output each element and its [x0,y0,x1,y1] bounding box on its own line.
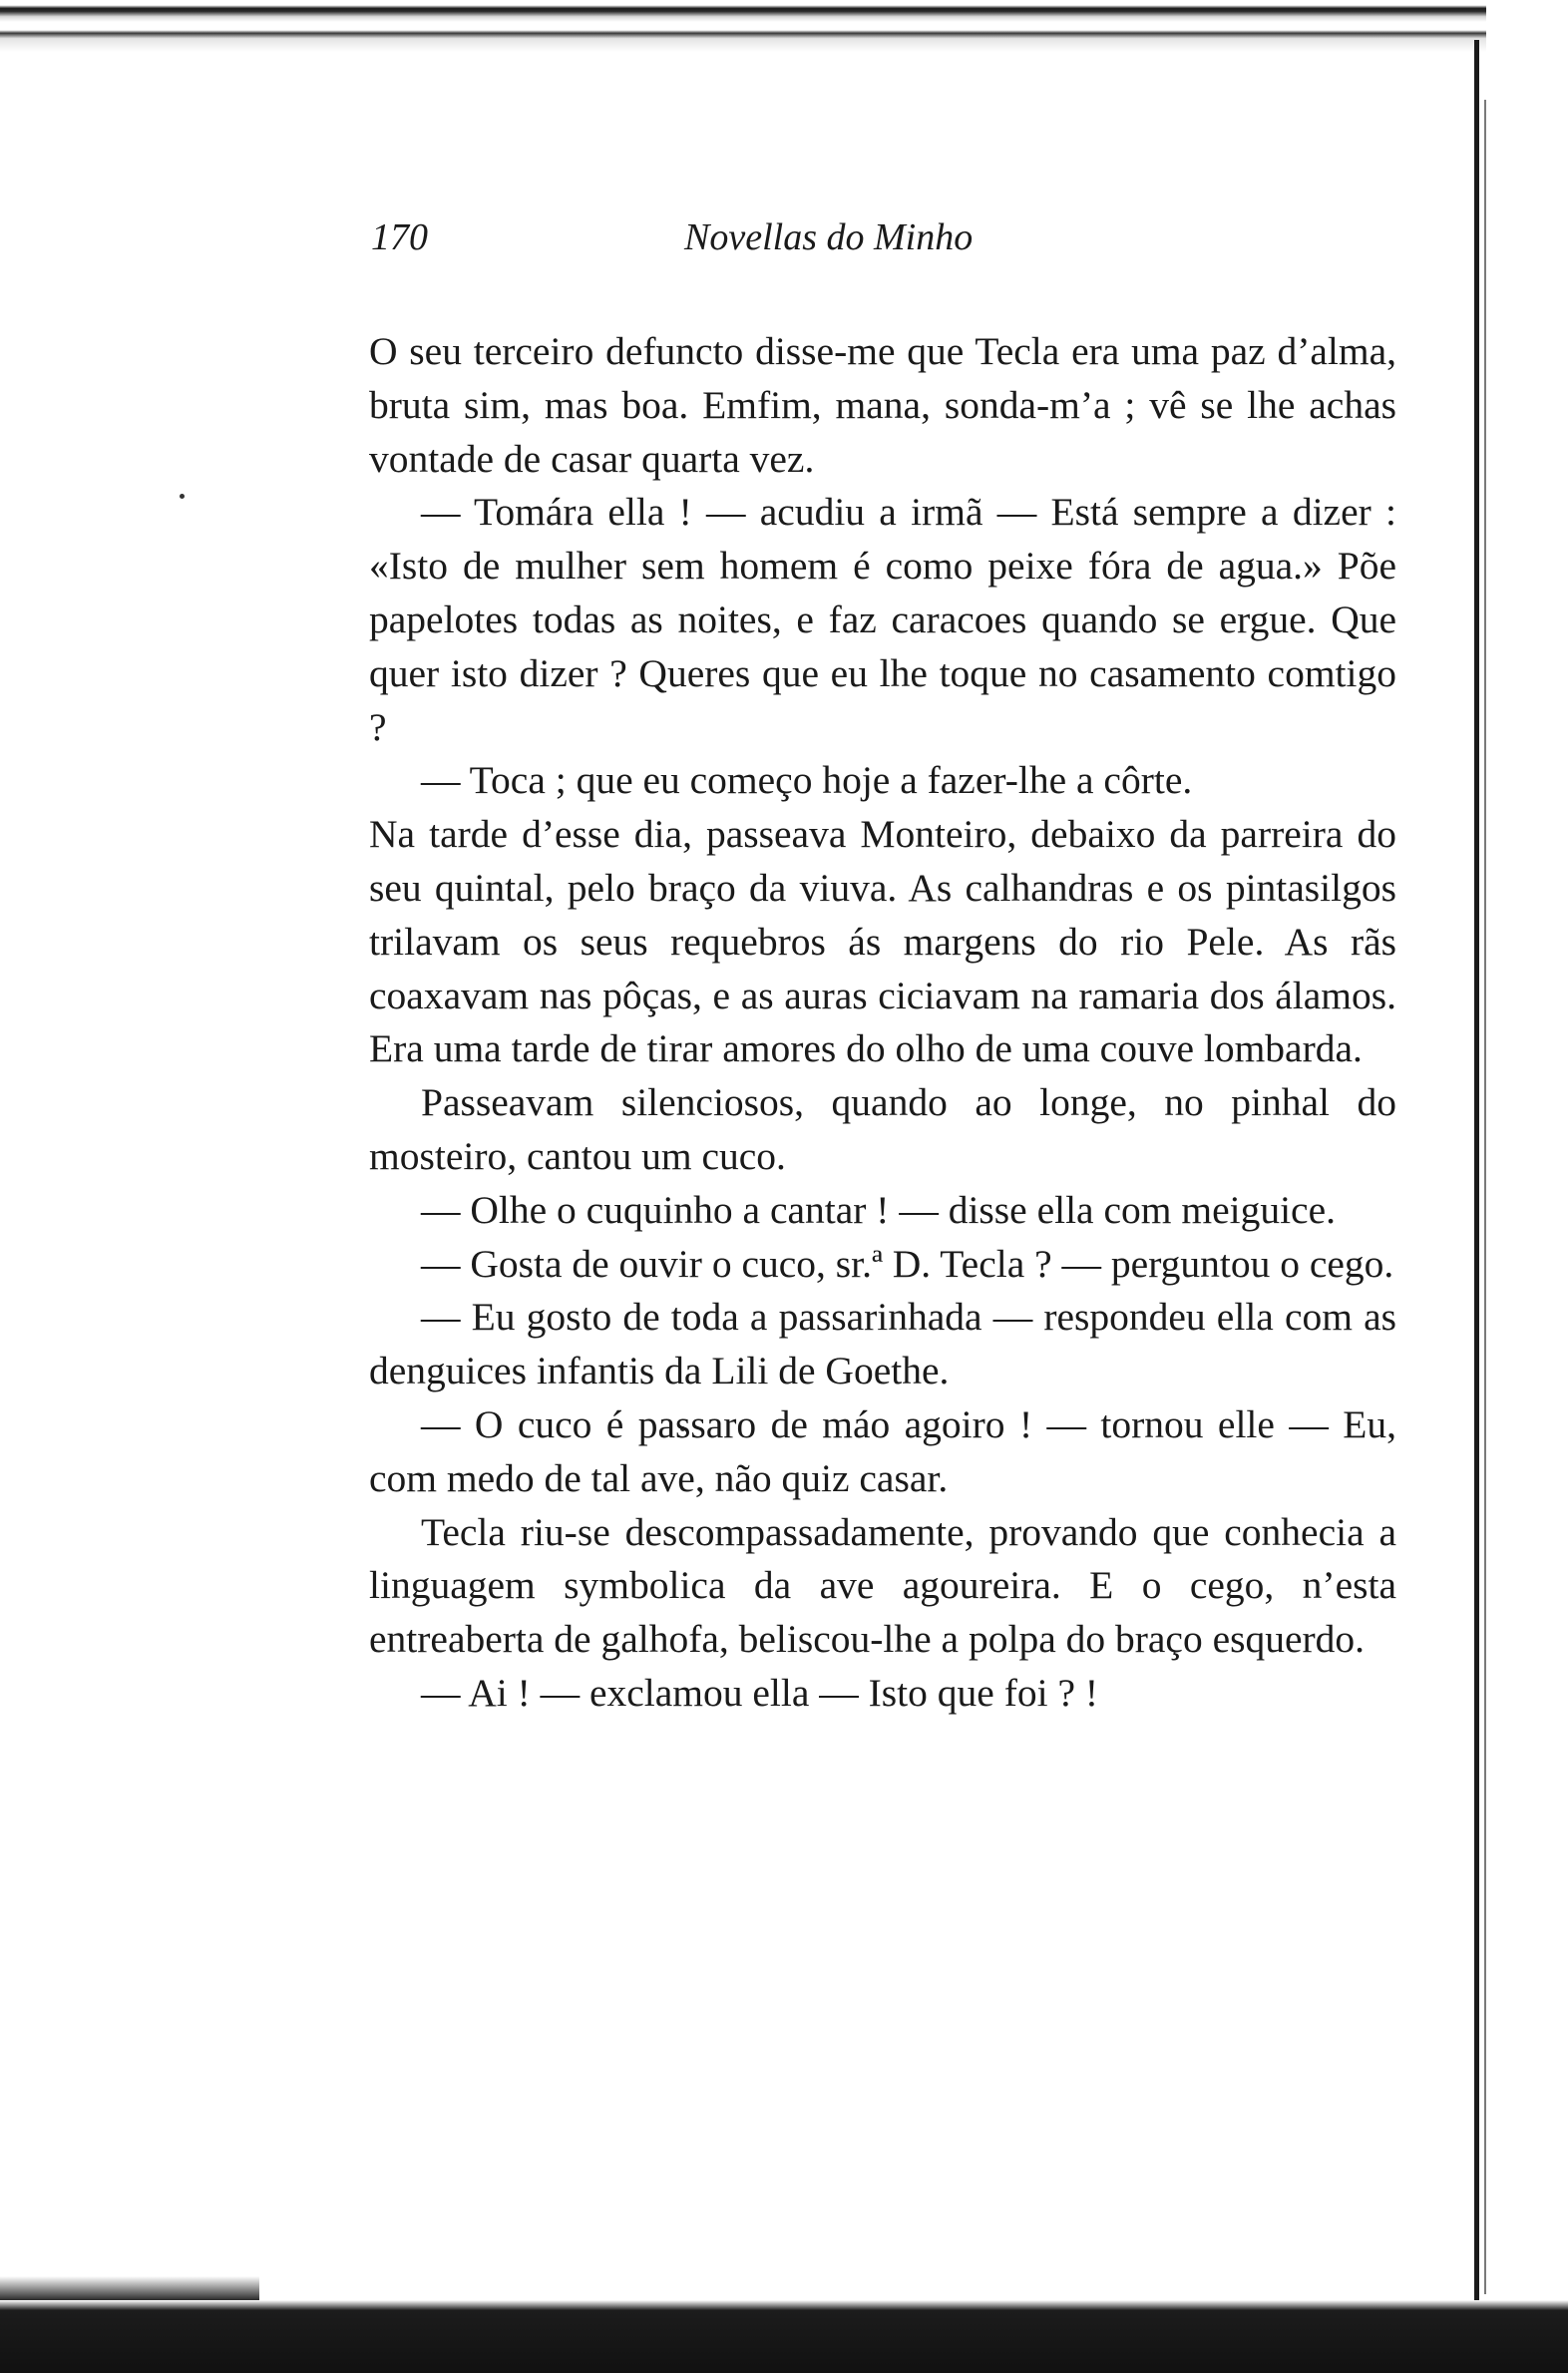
paragraph: — Eu gosto de toda a passarinhada — respondeu ella com as denguices infantis da Lili de Goethe. [369,1295,1396,1393]
body-text [369,325,1396,1721]
paragraph: — Tomára ella ! — acudiu a irmã — Está sempre a dizer : «Isto de mulher sem homem é como peixe fóra de agua.» Põe papelotes todas as noites, e faz caracoes quando se ergue. Que quer isto dizer ? Queres que eu lhe toque no casamento comtigo ? [369,490,1396,749]
scan-right-edge [1470,40,1504,2324]
page-edge-line [1474,40,1479,2324]
running-head [369,209,1396,269]
ink-speck [180,494,185,499]
book-page [369,209,1396,1721]
paragraph: — Gosta de ouvir o cuco, sr.ª D. Tecla ? — perguntou o cego. [421,1241,1394,1286]
page-edge-shadow [1484,100,1486,2294]
scan-bottom-border [0,2300,1568,2373]
paragraph: Passeavam silenciosos, quando ao longe, no pinhal do mosteiro, cantou um cuco. [369,1080,1396,1178]
running-title: Novellas do Minho [684,216,974,258]
paragraph: — Olhe o cuquinho a cantar ! — disse ella com meiguice. [421,1187,1336,1232]
paragraph: — Toca ; que eu começo hoje a fazer-lhe a côrte. [421,758,1193,803]
scan-bottom-lip [0,2276,259,2300]
paragraph: O seu terceiro defuncto disse-me que Tecla era uma paz d’alma, bruta sim, mas boa. Emfim, mana, sonda-m’a ; vê se lhe achas vontade de casar quarta vez. [369,329,1396,481]
paragraph: Na tarde d’esse dia, passeava Monteiro, debaixo da parreira do seu quintal, pelo braço da viuva. As calhandras e os pintasilgos trilavam os seus requebros ás margens do rio Pele. As rãs coaxavam nas pôças, e as auras ciciavam na ramaria dos álamos. Era uma tarde de tirar amores do olho de uma couve lombarda. [369,812,1396,1071]
paragraph: — O cuco é passaro de máo agoiro ! — tornou elle — Eu, com medo de tal ave, não quiz casar. [369,1401,1396,1500]
paragraph: Tecla riu-se descompassadamente, provando que conhecia a linguagem symbolica da ave agoureira. E o cego, n’esta entreaberta de galhofa, beliscou-lhe a polpa do braço esquerdo. [369,1509,1396,1662]
page-number: 170 [371,216,428,258]
paragraph: — Ai ! — exclamou ella — Isto que foi ? ! [421,1670,1099,1715]
scan-top-border [0,0,1486,52]
